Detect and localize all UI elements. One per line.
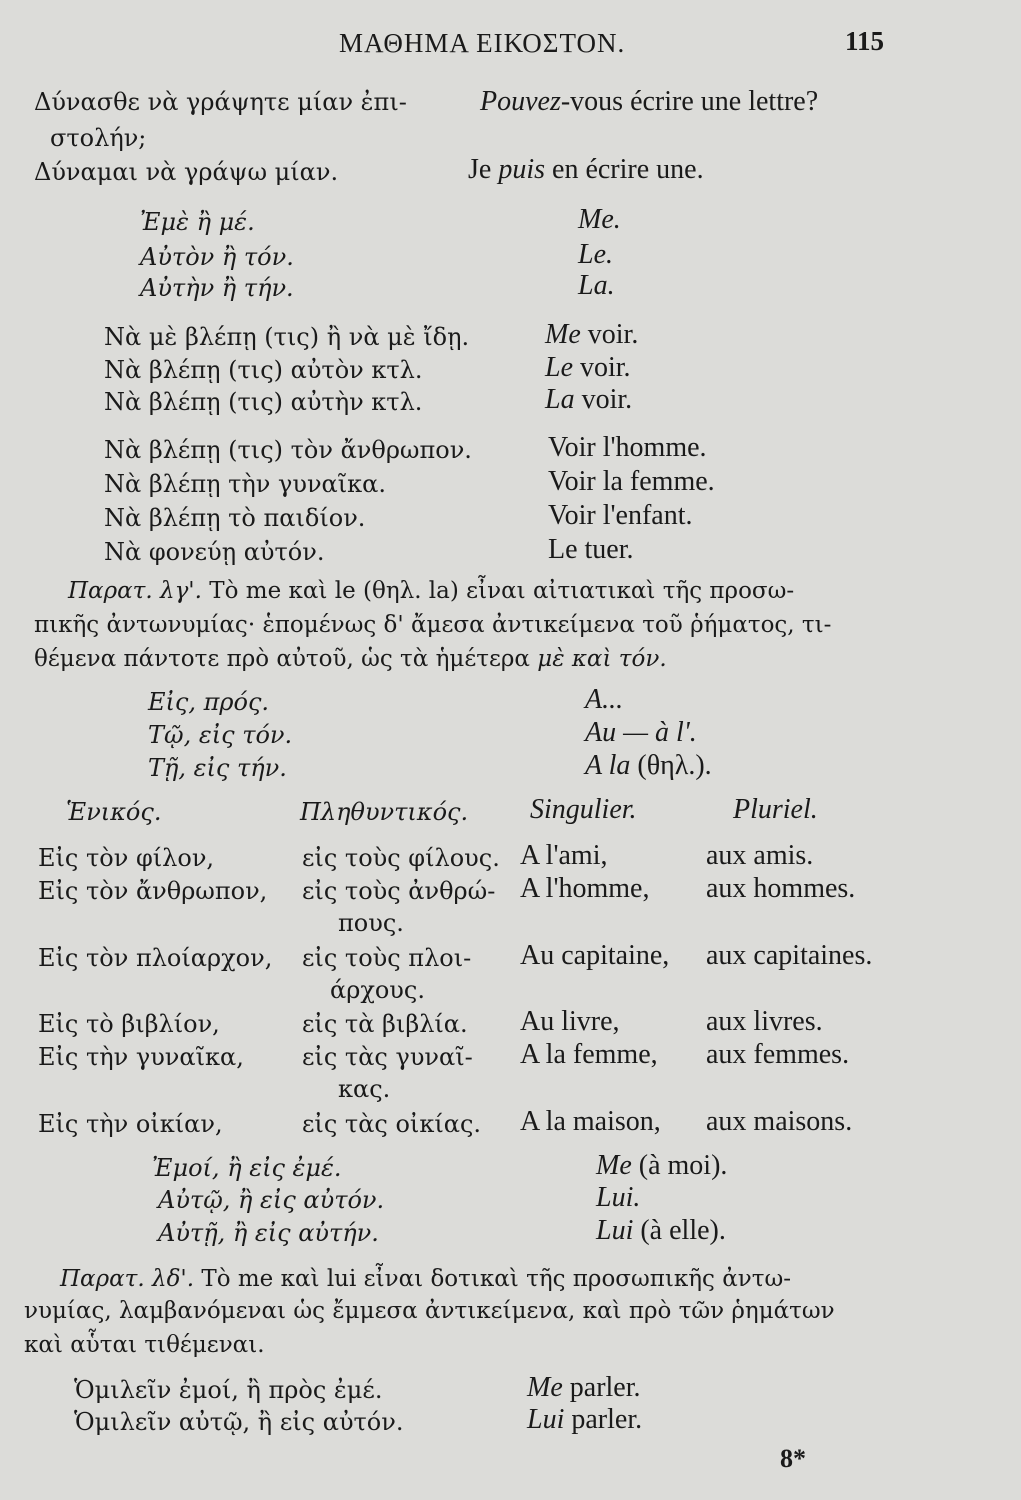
note-34-text-1: Τὸ me καὶ lui εἶναι δοτικαὶ τῆς προσωπικῆς ἀντω- xyxy=(201,1266,791,1292)
final-example-french xyxy=(527,1374,641,1402)
final-example-french xyxy=(527,1406,642,1434)
verb-example-greek: Νὰ βλέπῃ (τις) τὸν ἄνθρωπον. xyxy=(104,436,472,464)
intro-answer-french xyxy=(468,156,704,184)
intro-question-greek-1: Δύνασθε νὰ γράψητε μίαν ἐπι- xyxy=(34,88,407,116)
intro-answer-greek: Δύναμαι νὰ γράψω μίαν. xyxy=(34,158,339,186)
table-cell-greek-plural: εἰς τὰς οἰκίας. xyxy=(302,1110,482,1138)
pronoun-french: Le. xyxy=(578,239,613,270)
table-cell-greek-plural: εἰς τὰς γυναῖ- xyxy=(302,1043,473,1071)
table-cell-french-plural: aux femmes. xyxy=(706,1039,850,1070)
verb-example-greek: Νὰ βλέπῃ (τις) αὐτὴν κτλ. xyxy=(104,388,423,416)
note-34-line-3: καὶ αὗται τιθέμεναι. xyxy=(24,1332,265,1358)
pronoun-greek: Ἐμὲ ἢ μέ. xyxy=(140,208,255,236)
verb-example-french-rest: voir. xyxy=(574,384,633,415)
dative-greek: Αὐτῷ, ἢ εἰς αὐτόν. xyxy=(158,1186,385,1214)
intro-answer-french-1: Je xyxy=(468,154,492,185)
verb-example-french-em: Le xyxy=(545,352,573,383)
verb-example-french: Le tuer. xyxy=(548,534,634,565)
dative-french xyxy=(596,1184,640,1212)
verb-example-french xyxy=(545,354,631,382)
note-33-line-3 xyxy=(34,648,667,671)
verb-example-french-rest: voir. xyxy=(573,352,631,383)
table-cell-french-singular: Au capitaine, xyxy=(520,940,670,971)
dative-french-em: Lui. xyxy=(596,1182,641,1213)
preposition-french-em: A la xyxy=(585,750,631,781)
preposition-french xyxy=(585,752,712,780)
dative-french-em: Me xyxy=(596,1150,632,1181)
table-cell-greek-singular: Εἰς τὸν ἄνθρωπον, xyxy=(38,877,268,905)
pronoun-greek: Αὐτὴν ἢ τήν. xyxy=(140,274,294,302)
verb-example-french-rest: voir. xyxy=(580,319,639,350)
table-cell-greek-singular: Εἰς τὴν οἰκίαν, xyxy=(38,1110,223,1138)
preposition-french-rest: (θηλ.). xyxy=(630,750,712,781)
table-cell-french-singular: A la maison, xyxy=(520,1106,661,1137)
dative-greek: Ἐμοί, ἢ εἰς ἐμέ. xyxy=(152,1154,342,1182)
verb-example-greek: Νὰ μὲ βλέπῃ (τις) ἢ νὰ μὲ ἴδῃ. xyxy=(104,323,470,351)
verb-example-french-em: Me xyxy=(545,319,581,350)
table-cell-greek-singular: Εἰς τὸ βιβλίον, xyxy=(38,1010,220,1038)
preposition-greek: Τῇ, εἰς τήν. xyxy=(148,754,287,782)
preposition-greek: Τῷ, εἰς τόν. xyxy=(148,721,293,749)
page-number: 115 xyxy=(845,26,885,56)
final-example-greek: Ὁμιλεῖν αὐτῷ, ἢ εἰς αὐτόν. xyxy=(74,1408,404,1436)
note-34-line-1 xyxy=(60,1268,791,1291)
verb-example-greek: Νὰ βλέπῃ τὸ παιδίον. xyxy=(104,504,366,532)
note-33-line-1 xyxy=(68,580,794,603)
table-cell-greek-plural-continuation: άρχους. xyxy=(330,976,425,1004)
table-cell-french-plural: aux hommes. xyxy=(706,873,856,904)
dative-french-rest: (à moi). xyxy=(631,1150,728,1181)
intro-answer-french-em: puis xyxy=(498,154,546,185)
table-cell-greek-plural-continuation: κας. xyxy=(338,1075,391,1103)
note-33-label: Παρατ. λγ'. xyxy=(68,578,202,604)
verb-example-french: Voir la femme. xyxy=(548,466,715,497)
table-cell-greek-plural: εἰς τοὺς φίλους. xyxy=(302,844,500,872)
intro-question-french-em: Pouvez xyxy=(480,86,561,117)
verb-example-french: Voir l'homme. xyxy=(548,432,707,463)
verb-example-french-em: La xyxy=(545,384,575,415)
page-title: ΜΑΘΗΜΑ ΕΙΚΟΣΤΟΝ. xyxy=(339,28,626,58)
pronoun-greek: Αὐτὸν ἢ τόν. xyxy=(140,243,294,271)
pronoun-french: La. xyxy=(578,270,615,301)
final-example-greek: Ὁμιλεῖν ἐμοί, ἢ πρὸς ἐμέ. xyxy=(74,1376,383,1404)
note-33-text-3-em: μὲ καὶ τόν. xyxy=(537,646,667,672)
dative-french-rest: (à elle). xyxy=(633,1215,726,1246)
intro-question-french xyxy=(480,88,818,116)
final-example-french-rest: parler. xyxy=(564,1404,643,1435)
table-cell-greek-plural-continuation: πους. xyxy=(338,909,404,937)
header-greek-plural: Πληθυντικός. xyxy=(300,798,469,826)
preposition-french xyxy=(585,686,623,714)
pronoun-french: Me. xyxy=(578,204,621,235)
verb-example-french xyxy=(545,321,638,349)
table-cell-greek-plural: εἰς τοὺς πλοι- xyxy=(302,944,472,972)
verb-example-greek: Νὰ βλέπῃ τὴν γυναῖκα. xyxy=(104,470,386,498)
header-french-plural: Pluriel. xyxy=(733,794,818,825)
table-cell-french-plural: aux amis. xyxy=(706,840,814,871)
intro-question-greek-2: στολήν; xyxy=(50,124,147,152)
intro-answer-french-2: en écrire une. xyxy=(552,154,704,185)
signature-mark: 8* xyxy=(780,1444,806,1473)
preposition-french-em: A... xyxy=(585,684,624,715)
note-33-line-2: πικῆς ἀντωνυμίας· ἑπομένως δ' ἄμεσα ἀντικείμενα τοῦ ῥήματος, τι- xyxy=(34,612,832,638)
note-33-text-1: Τὸ me καὶ le (θηλ. la) εἶναι αἰτιατικαὶ τῆς προσω- xyxy=(209,578,795,604)
verb-example-greek: Νὰ φονεύῃ αὐτόν. xyxy=(104,538,325,566)
table-cell-french-plural: aux maisons. xyxy=(706,1106,853,1137)
final-example-french-rest: parler. xyxy=(562,1372,641,1403)
note-34-label: Παρατ. λδ'. xyxy=(60,1266,195,1292)
note-33-text-3: θέμενα πάντοτε πρὸ αὐτοῦ, ὡς τὰ ἡμέτερα xyxy=(34,646,538,672)
intro-question-french-rest: -vous écrire une lettre? xyxy=(560,86,819,117)
note-34-line-2: νυμίας, λαμβανόμεναι ὡς ἔμμεσα ἀντικείμενα, καὶ πρὸ τῶν ῥημάτων xyxy=(24,1298,835,1324)
dative-french-em: Lui xyxy=(596,1215,634,1246)
table-cell-greek-singular: Εἰς τὴν γυναῖκα, xyxy=(38,1043,244,1071)
table-cell-french-singular: A l'ami, xyxy=(520,840,608,871)
table-cell-french-plural: aux livres. xyxy=(706,1006,823,1037)
header-french-singular: Singulier. xyxy=(530,794,637,825)
table-cell-french-plural: aux capitaines. xyxy=(706,940,873,971)
table-cell-french-singular: A l'homme, xyxy=(520,873,650,904)
dative-french xyxy=(596,1217,726,1245)
table-cell-greek-singular: Εἰς τὸν πλοίαρχον, xyxy=(38,944,273,972)
preposition-french xyxy=(585,719,697,747)
preposition-greek: Εἰς, πρός. xyxy=(148,688,270,716)
table-cell-greek-singular: Εἰς τὸν φίλον, xyxy=(38,844,215,872)
dative-french xyxy=(596,1152,727,1180)
dative-greek: Αὐτῇ, ἢ εἰς αὐτήν. xyxy=(158,1219,379,1247)
verb-example-greek: Νὰ βλέπῃ (τις) αὐτὸν κτλ. xyxy=(104,356,423,384)
final-example-french-em: Me xyxy=(527,1372,563,1403)
final-example-french-em: Lui xyxy=(527,1404,565,1435)
verb-example-french xyxy=(545,386,632,414)
table-cell-french-singular: A la femme, xyxy=(520,1039,658,1070)
table-cell-greek-plural: εἰς τὰ βιβλία. xyxy=(302,1010,468,1038)
verb-example-french: Voir l'enfant. xyxy=(548,500,693,531)
table-cell-french-singular: Au livre, xyxy=(520,1006,620,1037)
header-greek-singular: Ἑνικός. xyxy=(66,798,162,826)
table-cell-greek-plural: εἰς τοὺς ἀνθρώ- xyxy=(302,877,496,905)
preposition-french-em: Au — à l'. xyxy=(585,717,697,748)
